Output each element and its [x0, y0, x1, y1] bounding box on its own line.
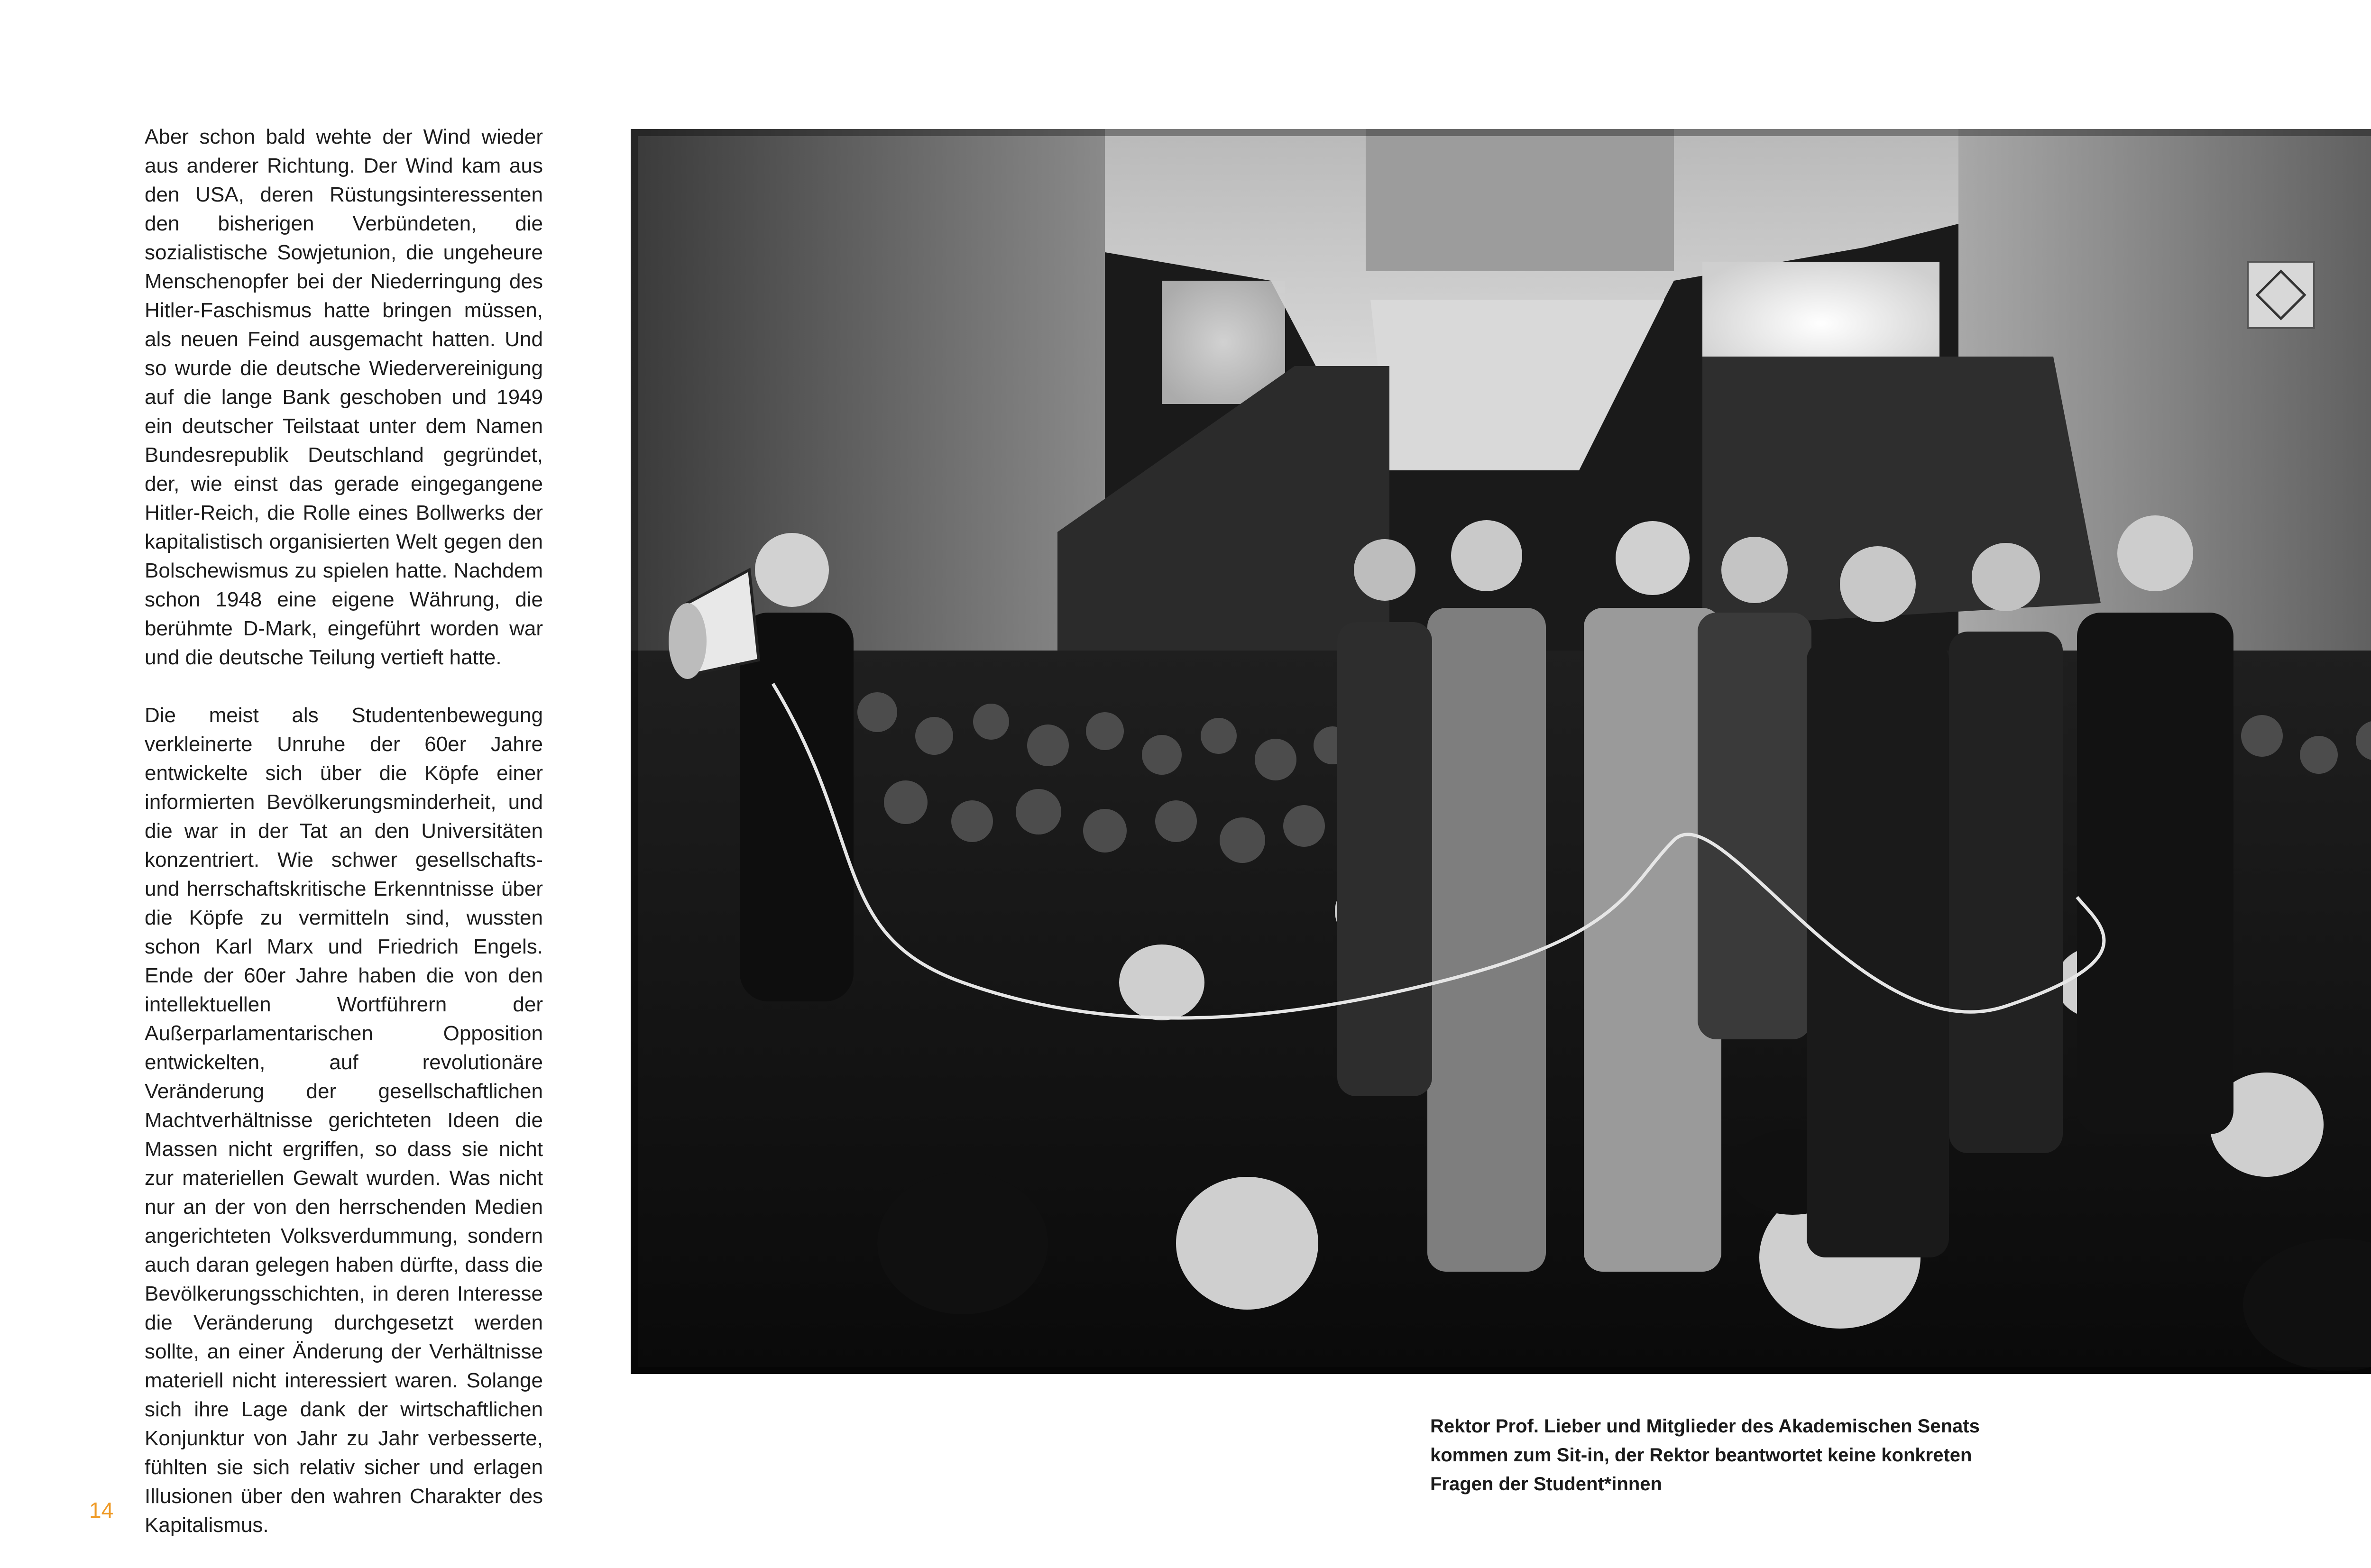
body-text-column — [145, 122, 543, 1540]
photo-caption: Rektor Prof. Lieber und Mitglieder des Akademischen Senats kommen zum Sit-in, der Rektor beantwortet keine konkreten Fragen der Student*innen — [1430, 1416, 1980, 1495]
paragraph-2: Die meist als Studentenbewegung verkleinerte Unruhe der 60er Jahre entwickelte sich über die Köpfe einer informierten Bevölkerungsminderheit, und die war in der Tat an den Universitäten konzentriert. Wie schwer gesellschafts- und herrschaftskritische Erkenntnisse über die Köpfe zu vermitteln sind, wussten schon Karl Marx und Friedrich Engels. Ende der 60er Jahre haben die von den intellektuellen Wortführern der Außerparlamentarischen Opposition entwickelten, auf revolutionäre Veränderung der gesellschaftlichen Machtverhältnisse gerichteten Ideen die Massen nicht ergriffen, so dass sie nicht zur materiellen Gewalt wurden. Was nicht nur an der von den herrschenden Medien angerichteten Volksverdummung, sondern auch daran gelegen haben dürfte, dass die Bevölkerungsschichten, in deren Interesse die Veränderung durchgesetzt werden sollte, an einer Änderung der Verhältnisse materiell nicht interessiert waren. Solange sich ihre Lage dank der wirtschaftlichen Konjunktur von Jahr zu Jahr verbesserte, fühlten sie sich relativ sicher und erlagen Illusionen über den wahren Charakter des Kapitalismus. — [145, 704, 543, 1537]
paragraph-1: Aber schon bald wehte der Wind wieder aus anderer Richtung. Der Wind kam aus den USA, deren Rüstungsinteressenten den bisherigen Verbündeten, die sozialistische Sowjetunion, die ungeheure Menschenopfer bei der Niederringung des Hitler-Faschismus hatte bringen müssen, als neuen Feind ausgemacht hatten. Und so wurde die deutsche Wiedervereinigung auf die lange Bank geschoben und 1949 ein deutscher Teilstaat unter dem Namen Bundesrepublik Deutschland gegründet, der, wie einst das gerade eingegangene Hitler-Reich, die Rolle eines Bollwerks der kapitalistisch organisierten Welt gegen den Bolschewismus zu spielen hatte. Nachdem schon 1948 eine eigene Währung, die berühmte D-Mark, eingeführt worden war und die deutsche Teilung vertieft hatte. — [145, 125, 543, 669]
page-number: 14 — [89, 1498, 114, 1522]
photo — [631, 129, 2371, 1374]
